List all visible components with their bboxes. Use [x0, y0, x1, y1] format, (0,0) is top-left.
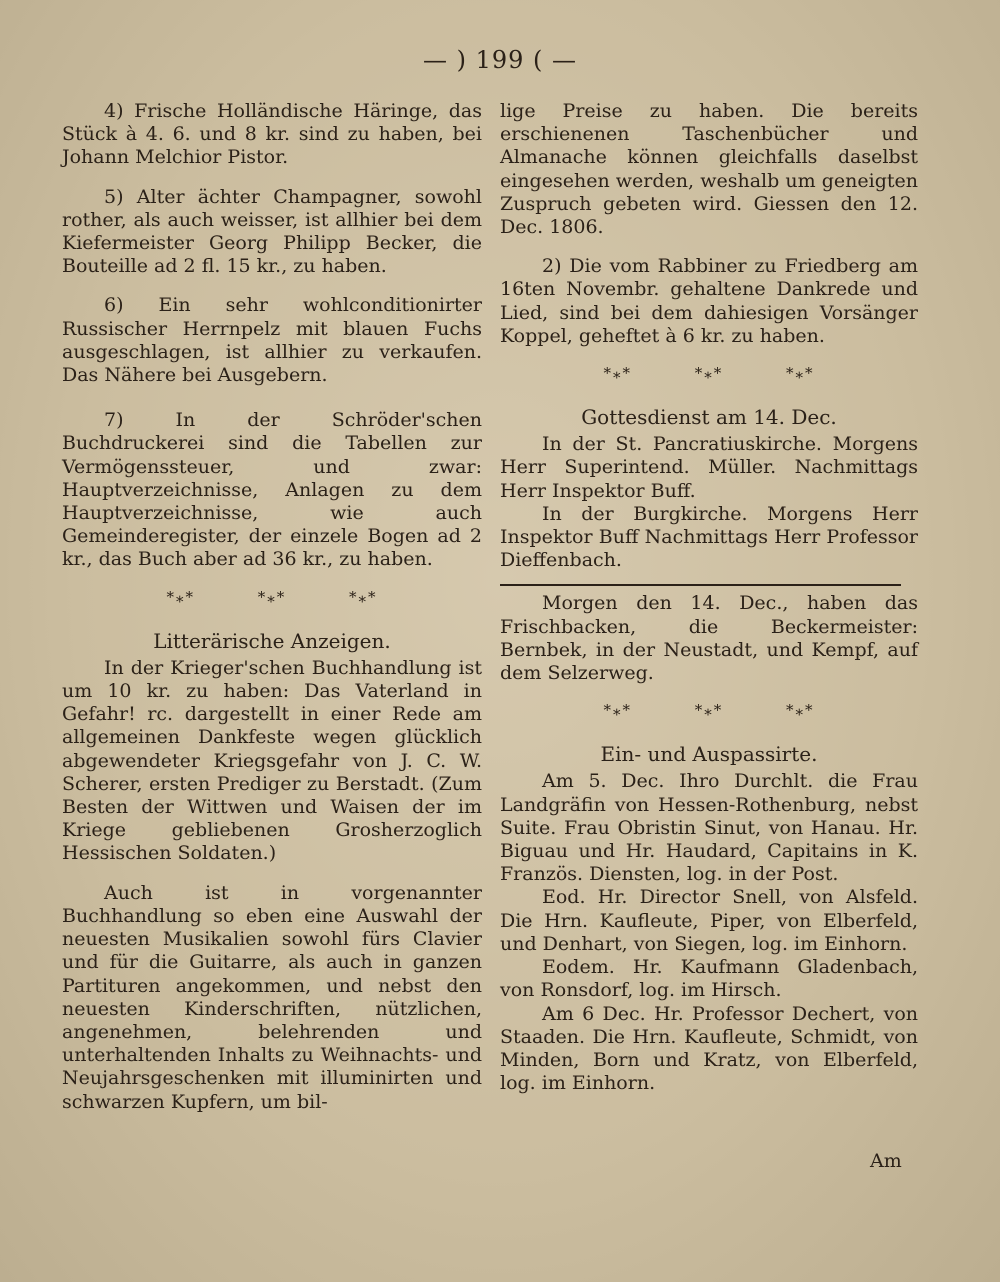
asterism-icon: *⁎*: [257, 587, 287, 606]
section-ornament: [500, 699, 918, 729]
notice-item-7: 7) In der Schröder'schen Buchdruckerei sind die Tabellen zur Vermögenssteuer, und zwar: Hauptverzeichnisse, Anlagen zu dem Hauptverzeichnisse, wie auch Gemeinderegister, der einzele Bogen ad 2 kr., das Buch aber ad 36 kr., zu haben.: [62, 409, 482, 571]
asterism-icon: *⁎*: [786, 701, 815, 720]
section-ornament: [500, 362, 918, 392]
asterism-icon: *⁎*: [603, 701, 632, 720]
left-column: [62, 100, 482, 1114]
asterism-icon: *⁎*: [694, 364, 724, 383]
literary-continuation: lige Preise zu haben. Die bereits erschienenen Taschenbücher und Almanache können gleichfalls daselbst eingesehen werden, weshalb um geneigten Zuspruch gebeten wird. Giessen den 12. Dec. 1806.: [500, 100, 918, 239]
notice-item-4: 4) Frische Holländische Häringe, das Stück à 4. 6. und 8 kr. sind zu haben, bei Johann Melchior Pistor.: [62, 100, 482, 169]
catchword: Am: [870, 1150, 902, 1172]
asterism-icon: *⁎*: [786, 364, 815, 383]
page-number: — ) 199 ( —: [422, 46, 578, 74]
asterism-icon: *⁎*: [166, 587, 195, 606]
service-paragraph-2: In der Burgkirche. Morgens Herr Inspektor Buff Nachmittags Herr Professor Dieffenbach.: [500, 502, 918, 572]
section-heading-service: Gottesdienst am 14. Dec.: [581, 405, 837, 430]
literary-paragraph-2: Auch ist in vorgenannter Buchhandlung so eben eine Auswahl der neuesten Musikalien sowohl fürs Clavier und für die Guitarre, als auch in ganzen Partituren angekommen, und nebst den neuesten Kinderschriften, nützlichen, angenehmen, belehrenden und unterhaltenden Inhalts zu Weihnachts- und Neujahrsgeschenken mit illuminirten und schwarzen Kupfern, um bil-: [62, 881, 482, 1113]
asterism-icon: *⁎*: [349, 587, 378, 606]
divider-rule: [500, 584, 901, 586]
service-paragraph-1: In der St. Pancratiuskirche. Morgens Herr Superintend. Müller. Nachmittags Herr Inspektor Buff.: [500, 433, 918, 502]
arrivals-paragraph-4: Am 6 Dec. Hr. Professor Dechert, von Staaden. Die Hrn. Kaufleute, Schmidt, von Minden, Born und Kratz, von Elberfeld, log. im Einhorn.: [500, 1002, 918, 1095]
section-ornament: [62, 586, 482, 616]
notice-item-6: 6) Ein sehr wohlconditionirter Russischer Herrnpelz mit blauen Fuchs ausgeschlagen, ist allhier zu verkaufen. Das Nähere bei Ausgebern.: [62, 294, 482, 387]
arrivals-paragraph-2: Eod. Hr. Director Snell, von Alsfeld. Die Hrn. Kaufleute, Piper, von Elberfeld, und Denhart, von Siegen, log. im Einhorn.: [500, 886, 918, 955]
asterism-icon: *⁎*: [694, 701, 724, 720]
section-heading-arrivals: Ein- und Auspassirte.: [600, 742, 818, 767]
arrivals-paragraph-1: Am 5. Dec. Ihro Durchlt. die Frau Landgräfin von Hessen-Rothenburg, nebst Suite. Frau Obristin Sinut, von Hanau. Hr. Biguau und Hr. Haudard, Capitains in K. Französ. Diensten, log. in der Post.: [500, 770, 918, 886]
right-column: [500, 100, 918, 1095]
section-heading-literary: Litterärische Anzeigen.: [153, 628, 391, 653]
notice-item-2: 2) Die vom Rabbiner zu Friedberg am 16ten Novembr. gehaltene Dankrede und Lied, sind bei dem dahiesigen Vorsänger Koppel, geheftet à 6 kr. zu haben.: [500, 255, 918, 347]
notice-item-5: 5) Alter ächter Champagner, sowohl rother, als auch weisser, ist allhier bei dem Kiefermeister Georg Philipp Becker, die Bouteille ad 2 fl. 15 kr., zu haben.: [62, 185, 482, 278]
baking-notice: Morgen den 14. Dec., haben das Frischbacken, die Beckermeister: Bernbek, in der Neustadt, und Kempf, auf dem Selzerweg.: [500, 592, 918, 685]
literary-paragraph-1: In der Krieger'schen Buchhandlung ist um 10 kr. zu haben: Das Vaterland in Gefahr! rc. dargestellt in einer Rede am allgemeinen Dankfeste wegen glücklich abgewendeter Kriegsgefahr von J. C. W. Scherer, ersten Prediger zu Berstadt. (Zum Besten der Wittwen und Waisen der im Kriege gebliebenen Grosherzoglich Hessischen Soldaten.): [62, 656, 482, 865]
arrivals-paragraph-3: Eodem. Hr. Kaufmann Gladenbach, von Ronsdorf, log. im Hirsch.: [500, 956, 918, 1002]
asterism-icon: *⁎*: [603, 364, 632, 383]
